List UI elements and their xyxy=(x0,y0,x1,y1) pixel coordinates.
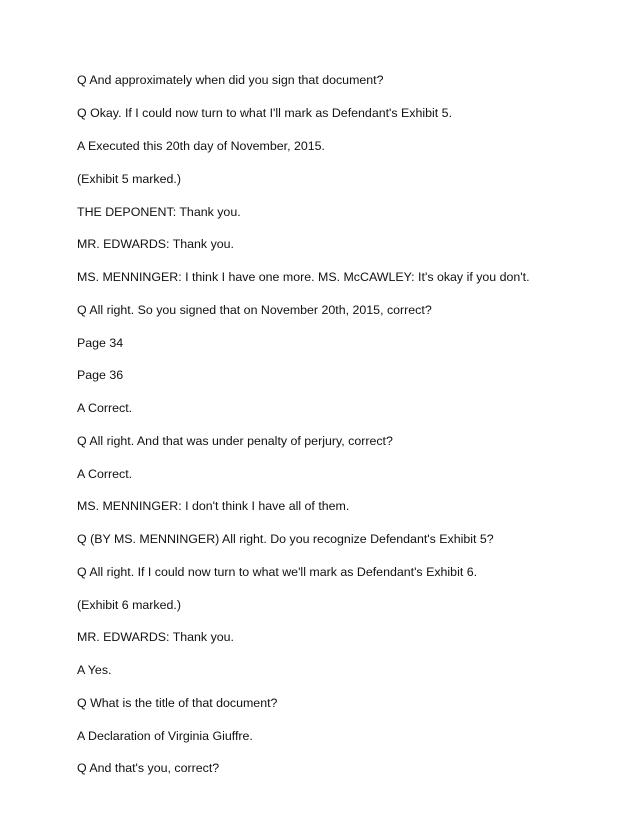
transcript-line: MS. MENNINGER: I think I have one more. MS. McCAWLEY: It's okay if you don't. xyxy=(77,270,530,284)
transcript-line: A Correct. xyxy=(77,467,133,481)
transcript-line: Q And that's you, correct? xyxy=(77,761,220,775)
transcript-line: MR. EDWARDS: Thank you. xyxy=(77,237,234,251)
page-number: Page 36 xyxy=(77,368,124,382)
transcript-line: Q All right. And that was under penalty of perjury, correct? xyxy=(77,434,393,448)
transcript-line: MS. MENNINGER: I don't think I have all of them. xyxy=(77,499,350,513)
transcript-line: Q All right. So you signed that on November 20th, 2015, correct? xyxy=(77,303,432,317)
transcript-line: Q What is the title of that document? xyxy=(77,696,278,710)
transcript-line: (Exhibit 6 marked.) xyxy=(77,598,181,612)
transcript-line: Q Okay. If I could now turn to what I'll mark as Defendant's Exhibit 5. xyxy=(77,106,453,120)
transcript-line: (Exhibit 5 marked.) xyxy=(77,172,181,186)
transcript-line: THE DEPONENT: Thank you. xyxy=(77,205,241,219)
transcript-line: Q And approximately when did you sign that document? xyxy=(77,73,384,87)
transcript-line: Q (BY MS. MENNINGER) All right. Do you recognize Defendant's Exhibit 5? xyxy=(77,532,494,546)
page-number: Page 34 xyxy=(77,336,124,350)
transcript-line: Q All right. If I could now turn to what we'll mark as Defendant's Exhibit 6. xyxy=(77,565,478,579)
transcript-line: A Executed this 20th day of November, 2015. xyxy=(77,139,325,153)
transcript-line: A Correct. xyxy=(77,401,133,415)
transcript-line: MR. EDWARDS: Thank you. xyxy=(77,630,234,644)
transcript-line: A Declaration of Virginia Giuffre. xyxy=(77,729,253,743)
transcript-line: A Yes. xyxy=(77,663,112,677)
